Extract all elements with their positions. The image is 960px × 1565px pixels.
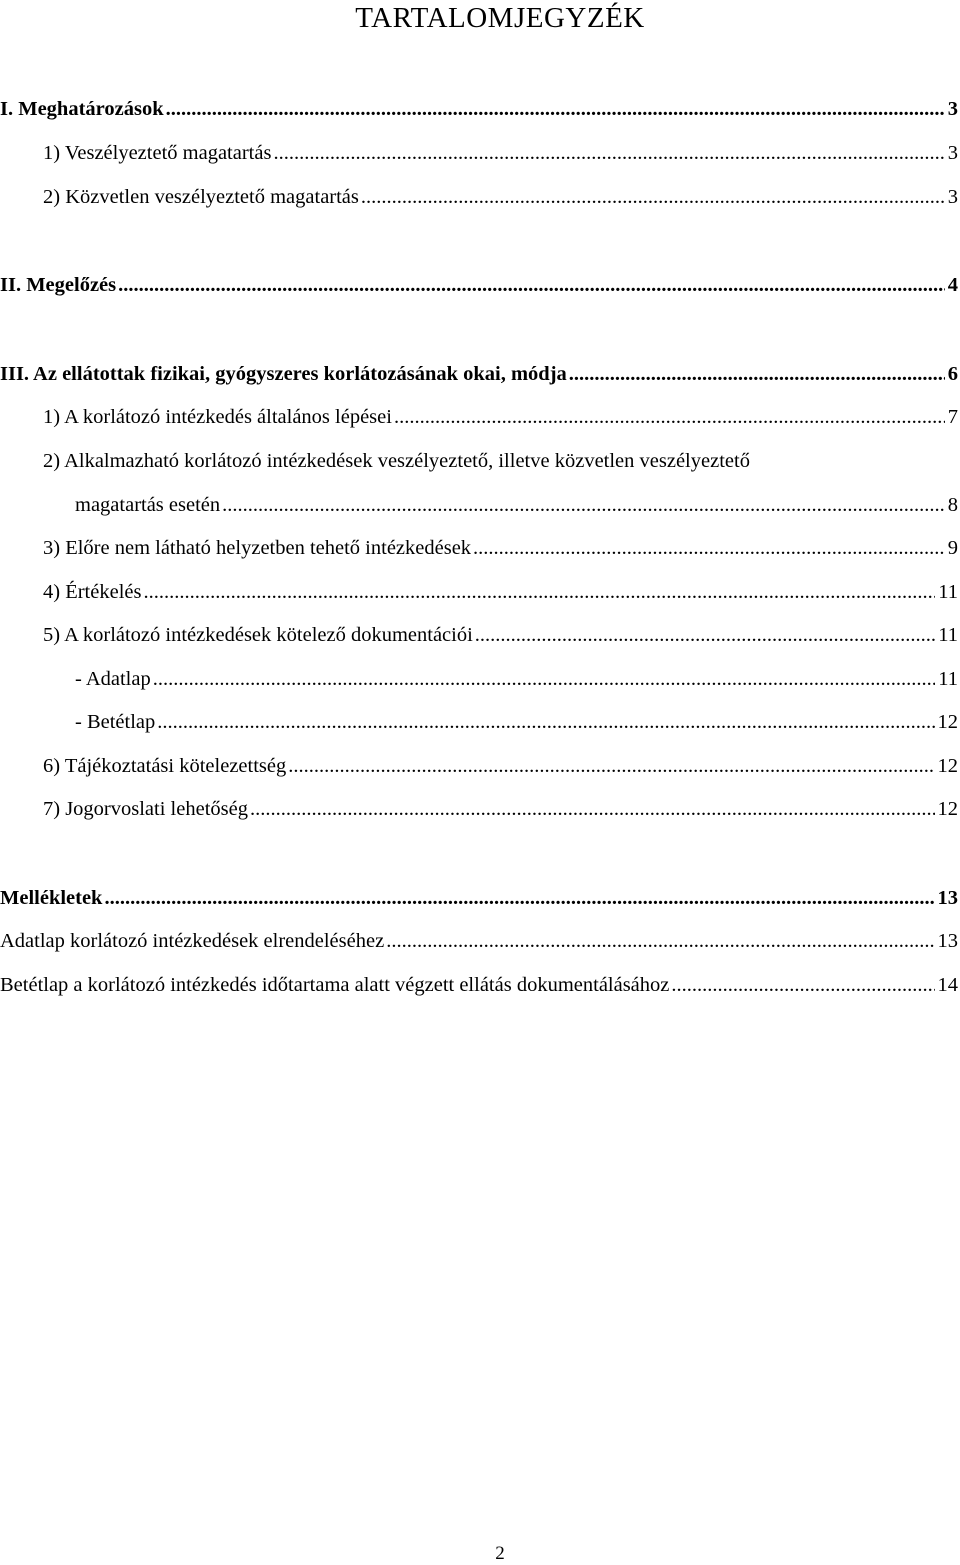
toc-entry-mellekletek[interactable]: [0, 885, 958, 911]
toc-entry-alkalmazhato-intezkedesek-line1[interactable]: 2) Alkalmazható korlátozó intézkedések veszélyeztető, illetve közvetlen veszélyeztető: [43, 450, 750, 472]
toc-entry-text: 7) Jogorvoslati lehetőség: [43, 798, 248, 820]
toc-leader-dots: [157, 709, 934, 735]
toc-entry-text: I. Meghatározások: [0, 98, 164, 120]
toc-page-number: 3: [947, 142, 958, 164]
toc-page-number: 11: [938, 581, 958, 603]
toc-page-number: 12: [937, 711, 958, 733]
toc-page-number: 11: [938, 668, 958, 690]
toc-leader-dots: [118, 272, 945, 298]
page-number: 2: [495, 1543, 505, 1564]
toc-entry-kozvetlen-veszelyezteto-magatartas[interactable]: [0, 184, 958, 210]
toc-leader-dots: [361, 184, 945, 210]
toc-page-number: 12: [937, 798, 958, 820]
toc-leader-dots: [222, 492, 945, 518]
toc-entry-text: II. Megelőzés: [0, 274, 117, 296]
toc-entry-adatlap[interactable]: [0, 666, 958, 692]
toc-page-number: 11: [938, 624, 958, 646]
toc-leader-dots: [153, 666, 936, 692]
toc-page-number: 9: [947, 537, 958, 559]
toc-page-number: 6: [947, 363, 958, 385]
toc-leader-dots: [143, 579, 935, 605]
toc-entry-adatlap-elrendeles[interactable]: [0, 928, 958, 954]
toc-page-number: 14: [937, 974, 958, 996]
toc-entry-text: Mellékletek: [0, 887, 103, 909]
toc-leader-dots: [394, 404, 945, 430]
toc-page-number: 7: [947, 406, 958, 428]
toc-entry-elore-nem-lathato[interactable]: [0, 535, 958, 561]
document-title: TARTALOMJEGYZÉK: [355, 2, 645, 34]
toc-entry-text: - Adatlap: [75, 668, 151, 690]
toc-entry-meghatarozasok[interactable]: [0, 96, 958, 122]
toc-leader-dots: [473, 535, 945, 561]
toc-entry-ertekeles[interactable]: [0, 579, 958, 605]
toc-entry-text: 1) A korlátozó intézkedés általános lépései: [43, 406, 392, 428]
toc-entry-text: Adatlap korlátozó intézkedések elrendeléséhez: [0, 930, 385, 952]
toc-entry-megelozes[interactable]: [0, 272, 958, 298]
toc-entry-text: magatartás esetén: [75, 494, 221, 516]
toc-leader-dots: [104, 885, 934, 911]
toc-entry-text: 2) Közvetlen veszélyeztető magatartás: [43, 186, 359, 208]
toc-leader-dots: [288, 753, 934, 779]
toc-entry-text: 4) Értékelés: [43, 581, 142, 603]
toc-leader-dots: [569, 361, 945, 387]
toc-page-number: 8: [947, 494, 958, 516]
toc-entry-text: Betétlap a korlátozó intézkedés időtartama alatt végzett ellátás dokumentálásához: [0, 974, 670, 996]
toc-leader-dots: [475, 622, 935, 648]
toc-entry-text: 3) Előre nem látható helyzetben tehető intézkedések: [43, 537, 472, 559]
toc-entry-korlatozas-okai[interactable]: [0, 361, 958, 387]
toc-leader-dots: [273, 140, 944, 166]
toc-page-number: 13: [937, 930, 958, 952]
toc-leader-dots: [671, 972, 934, 998]
toc-entry-text: 6) Tájékoztatási kötelezettség: [43, 755, 287, 777]
toc-entry-veszelyezteto-magatartas[interactable]: [0, 140, 958, 166]
toc-leader-dots: [250, 796, 935, 822]
toc-entry-betetlap[interactable]: [0, 709, 958, 735]
toc-entry-text: 5) A korlátozó intézkedések kötelező dokumentációi: [43, 624, 473, 646]
toc-entry-text: III. Az ellátottak fizikai, gyógyszeres korlátozásának okai, módja: [0, 363, 567, 385]
toc-leader-dots: [386, 928, 934, 954]
toc-entry-alkalmazhato-intezkedesek[interactable]: [0, 492, 958, 518]
toc-page-number: 13: [937, 887, 958, 909]
toc-entry-tajekoztatasi-kotelezettseg[interactable]: [0, 753, 958, 779]
toc-entry-kotelezo-dokumentaciok[interactable]: [0, 622, 958, 648]
toc-page-number: 12: [937, 755, 958, 777]
toc-entry-jogorvoslati-lehetoseg[interactable]: [0, 796, 958, 822]
toc-page-number: 4: [947, 274, 958, 296]
toc-page-number: 3: [947, 98, 958, 120]
toc-entry-betetlap-dokumentalas[interactable]: [0, 972, 958, 998]
toc-entry-text: - Betétlap: [75, 711, 156, 733]
toc-entry-text: 1) Veszélyeztető magatartás: [43, 142, 272, 164]
toc-page-number: 3: [947, 186, 958, 208]
toc-entry-altalanos-lepesek[interactable]: [0, 404, 958, 430]
toc-leader-dots: [166, 96, 945, 122]
